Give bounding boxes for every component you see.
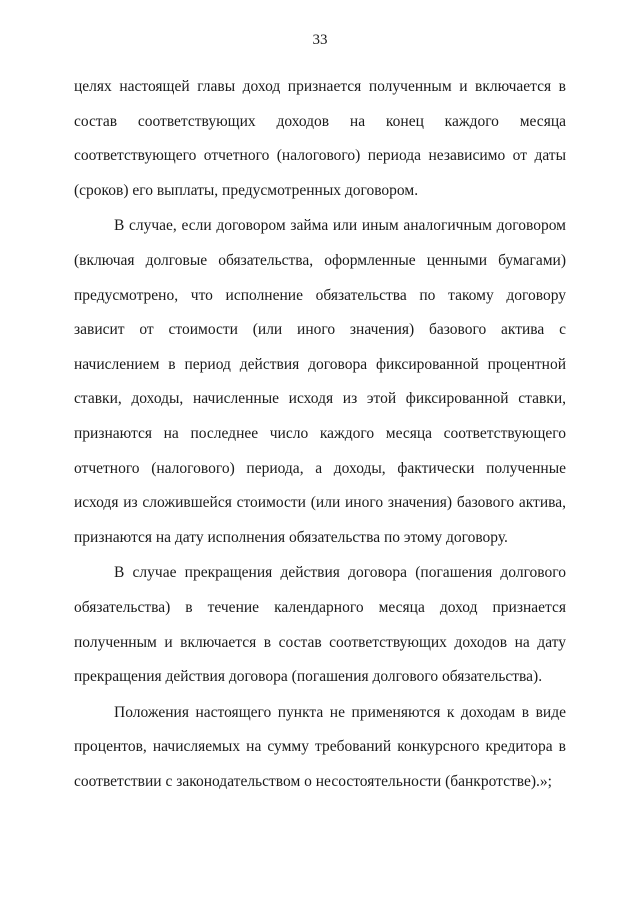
paragraph-termination: В случае прекращения действия договора (погашения долгового обязательства) в течение календарного месяца доход признается полученным и включается в состав соответствующих доходов на дату прекращения действия договора (погашения долгового обязательства). — [74, 564, 566, 686]
paragraph-bankruptcy-exception: Положения настоящего пункта не применяются к доходам в виде процентов, начисляемых на сумму требований конкурсного кредитора в соответствии с законодательством о несостоятельности (банкротстве).»; — [74, 703, 566, 790]
document-body — [74, 70, 566, 799]
paragraph-loan-agreement: В случае, если договором займа или иным аналогичным договором (включая долговые обязательства, оформленные ценными бумагами) предусмотрено, что исполнение обязательства по такому договору зависит от стоимости (или иного значения) базового актива с начислением в период действия договора фиксированной процентной ставки, доходы, начисленные исходя из этой фиксированной ставки, признаются на последнее число каждого месяца соответствующего отчетного (налогового) периода, а доходы, фактически полученные исходя из сложившейся стоимости (или иного значения) базового актива, признаются на дату исполнения обязательства по этому договору. — [74, 217, 566, 546]
page-number: 33 — [312, 32, 328, 48]
paragraph-continuation: целях настоящей главы доход признается полученным и включается в состав соответствующих доходов на конец каждого месяца соответствующего отчетного (налогового) периода независимо от даты (сроков) его выплаты, предусмотренных договором. — [74, 78, 566, 199]
